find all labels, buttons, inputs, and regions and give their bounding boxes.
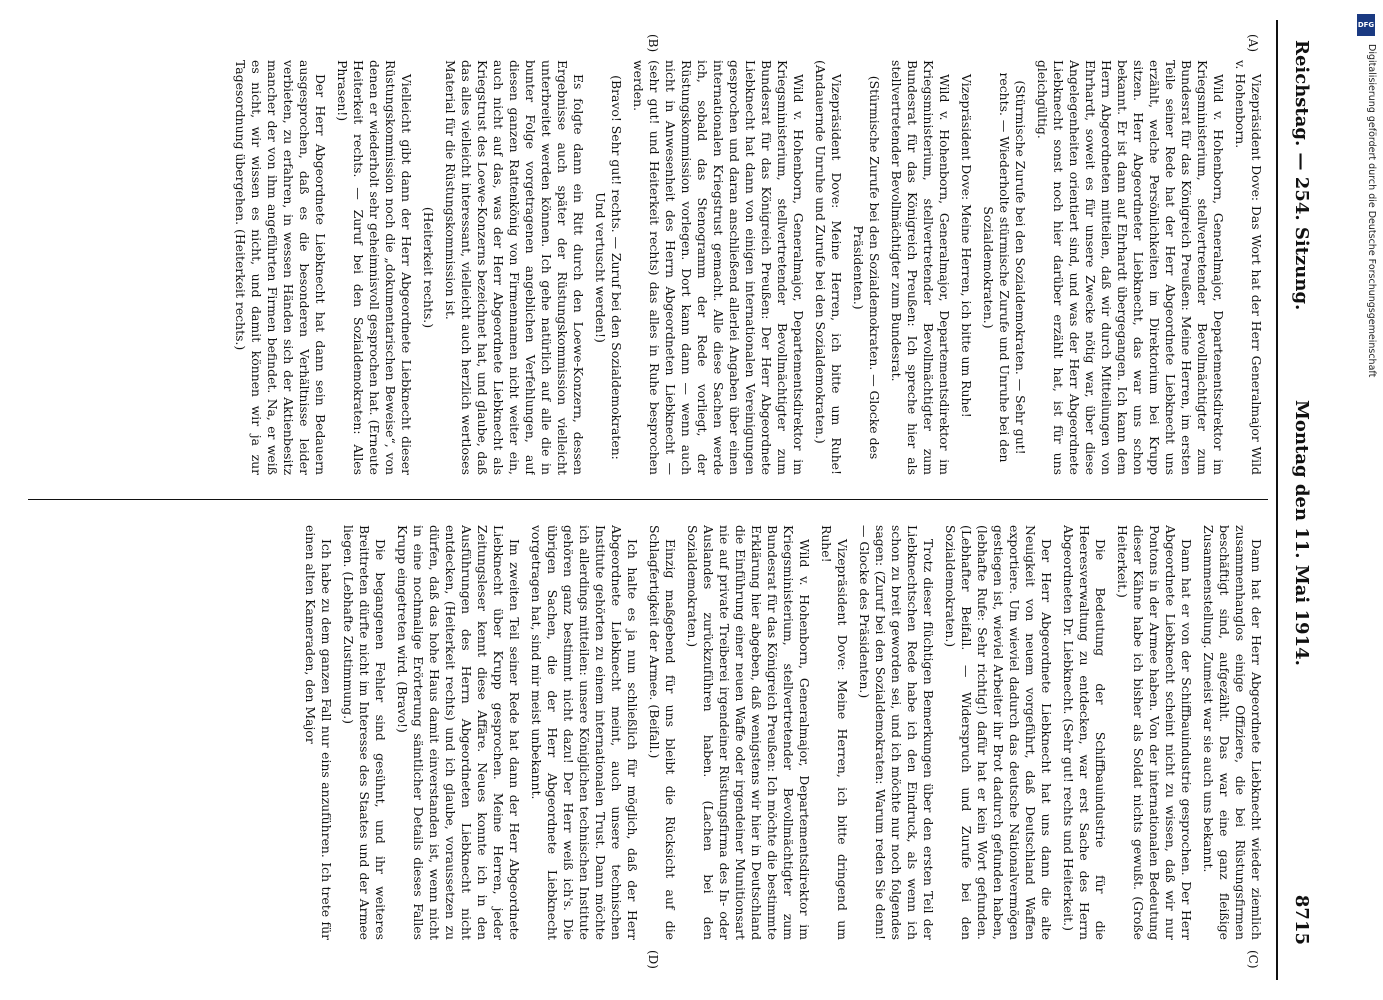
paragraph: Die begangenen Fehler sind gesühnt, und ihr weiteres Breittreten dürfte nicht im Interesse des Staates und der Armee liegen. (Lebhafte Zustimmung.) <box>341 525 388 940</box>
paragraph: Der Herr Abgeordnete Liebknecht hat dann sein Bedauern ausgesprochen, daß es die besonderen Verhältnisse leider verbieten, zu erfahren, in wessen Händen sich der Aktienbesitz mancher der von ihm angeführten Firmen befindet. Na, er weiß es nicht, wir wissen es nicht, und damit können wir ja zur Tagesordnung übergehen. (Heiterkeit rechts.) <box>233 60 328 475</box>
paragraph: Dann hat er von der Schiffbauindustrie gesprochen. Der Herr Abgeordnete Liebknecht scheint nicht zu wissen, daß wir nur Pontons in der Armee haben. Von der internationalen Bedeutung dieser Kähne habe ich bisher als Soldat nichts gewußt. (Große Heiterkeit.) <box>1115 525 1194 940</box>
interjection: (Heiterkeit rechts.) <box>421 206 436 329</box>
interjection: (Stürmische Zurufe bei den Sozialdemokraten. — Glocke des Präsidenten.) <box>851 75 882 460</box>
dfg-logo: DFG <box>1357 14 1375 36</box>
header-rule <box>1276 20 1278 980</box>
paragraph: Der Herr Abgeordnete Liebknecht hat uns dann die alte Neuigkeit von neuem vorgeführt, daß Deutschland Waffen exportiere. Um wieviel dadurch das deutsche Nationalvermögen gestiegen ist, wieviel Arbeiter ihr Brot dadurch gefunden haben, (lebhafte Rufe: Sehr richtig!) dafür hat er kein Wort gefunden. (Lebhafter Beifall. — Widerspruch und Zurufe bei den Sozialdemokraten.) <box>943 525 1054 940</box>
interjection: (Bravo! Sehr gut! rechts. — Zuruf bei den Sozialdemokraten: Und vertuscht werden!) <box>593 75 624 460</box>
paragraph: Ich habe zu dem ganzen Fall nur eins anzuführen. Ich trete für einen alten Kameraden, den Major <box>303 525 334 940</box>
page-number: 8715 <box>1291 894 1312 945</box>
paragraph: Wild v. Hohenborn, Generalmajor, Departementsdirektor im Kriegsministerium, stellvertretender Bevollmächtigter zum Bundesrat für das Königreich Preußen: Der Herr Abgeordnete Liebknecht hat dann von einigen internationalen Vereinigungen gesprochen und daran anschließend allerlei Angaben über einen internationalen Kriegstrust gemacht. Alle diese Sachen werde ich, sobald das Stenogramm der Rede vorliegt, der Rüstungskommission vorlegen. Dort kann dann — wenn auch nicht in Anwesenheit des Herrn Abgeordneten Liebknecht — (sehr gut! und Heiterkeit rechts) das alles in Ruhe besprochen werden. <box>631 60 806 475</box>
paragraph: Wild v. Hohenborn, Generalmajor, Departementsdirektor im Kriegsministerium, stellvertretender Bevollmächtigter zum Bundesrat für das Königreich Preußen: Ich möchte die bestimmte Erklärung hier abgeben, daß wenigstens wir hier in Deutschland die Einführung einer neuen Waffe oder irgendeiner Munitionsart nie auf private Treiberei irgendeiner Rüstungsfirma des In- oder Auslandes zurückzuführen haben. (Lachen bei den Sozialdemokraten.) <box>685 525 812 940</box>
paragraph: Einzig maßgebend für uns bleibt die Rücksicht auf die Schlagfertigkeit der Armee. (Beifall.) <box>647 525 678 940</box>
header-session: Reichstag. — 254. Sitzung. <box>1291 40 1312 311</box>
dfg-credit-text: Digitalisierung gefördert durch die Deutsche Forschungsgemeinschaft <box>1366 44 1377 378</box>
paragraph: Die Bedeutung der Schiffbauindustrie für die Heeresverwaltung zu entdecken, war erst Sache des Herrn Abgeordneten Dr. Liebknecht. (Sehr gut! rechts und Heiterkeit.) <box>1061 525 1108 940</box>
text-column-left <box>34 60 1264 475</box>
newspaper-page <box>20 20 1320 980</box>
column-divider <box>28 499 1268 500</box>
paragraph: Ich halte es ja nun schließlich für möglich, daß der Herr Abgeordnete Liebknecht meint, auch unsere technischen Institute gehörten zu einem internationalen Trust. Dann möchte ich allerdings mitteilen: unsere Königlichen technischen Institute gehören ganz bestimmt nicht dazu! Der Herr weiß ich's. Die übrigen Sachen, die der Herr Abgeordnete Liebknecht vorgetragen hat, sind mir meist unbekannt. <box>529 525 640 940</box>
paragraph: Vielleicht gibt dann der Herr Abgeordnete Liebknecht dieser Rüstungskommission noch die „dokumentarischen Beweise“, von denen er wiederholt sehr geheimnisvoll gesprochen hat. (Erneute Heiterkeit rechts. — Zuruf bei den Sozialdemokraten: Alles Phrasen!) <box>335 60 414 475</box>
paragraph: Dann hat der Herr Abgeordnete Liebknecht wieder ziemlich zusammenhanglos einige Offiziere, die bei Rüstungsfirmen beschäftigt sind, aufgezählt. Das war eine ganz fleißige Zusammenstellung. Zumeist war sie auch uns bekannt. <box>1201 525 1264 940</box>
margin-marker-c: (C) <box>1246 950 1260 969</box>
margin-marker-a: (A) <box>1246 34 1260 53</box>
rotated-page <box>20 20 1320 980</box>
margin-marker-d: (D) <box>646 950 660 969</box>
paragraph: Es folgte dann ein Ritt durch den Loewe-Konzern, dessen Ergebnisse auch später der Rüstungskommission vielleicht unterbreitet werden können. Ich gehe natürlich auf alle die in bunter Folge vorgetragenen angeblichen Verfehlungen, auf diesen ganzen Rattenkönig von Firmennamen nicht weiter ein, auch nicht auf das, was der Herr Abgeordnete Liebknecht als Kriegstrust des Loewe-Konzerns bezeichnet hat, und glaube, daß das alles vielleicht interessant, vielleicht auch herzlich wertloses Material für die Rüstungskommission ist. <box>443 60 586 475</box>
dfg-credit <box>1353 10 1379 990</box>
paragraph: Vizepräsident Dove: Meine Herren, ich bitte um Ruhe! <box>959 74 974 418</box>
paragraph: Vizepräsident Dove: Das Wort hat der Herr Generalmajor Wild v. Hohenborn. <box>1233 60 1264 475</box>
paragraph: Wild v. Hohenborn, Generalmajor, Departementsdirektor im Kriegsministerium, stellvertretender Bevollmächtigter zum Bundesrat für das Königreich Preußen: Meine Herren, im ersten Teile seiner Rede hat der Herr Abgeordnete Liebknecht uns erzählt, welche Persönlichkeiten im Direktorium bei Krupp sitzen. Herr Abgeordneter Liebknecht, das war uns schon bekannt. Er ist dann auf Ehrhardt übergegangen. Ich kann dem Herrn Abgeordneten mitteilen, daß wir durch Mitteilungen von Ehrhardt, soweit es für unsere Zwecke nötig war, über diese Angelegenheiten orientiert sind, und was der Herr Abgeordnete Liebknecht sonst noch hier darüber erzählt hat, ist für uns gleichgültig. <box>1035 60 1226 475</box>
paragraph: Wild v. Hohenborn, Generalmajor, Departementsdirektor im Kriegsministerium, stellvertretender Bevollmächtigter zum Bundesrat für das Königreich Preußen: Ich spreche hier als stellvertretender Bevollmächtigter zum Bundesrat. <box>889 60 952 475</box>
paragraph: Vizepräsident Dove: Meine Herren, ich bitte dringend um Ruhe! <box>819 525 850 940</box>
text-column-right <box>34 525 1264 940</box>
paragraph: Vizepräsident Dove: Meine Herren, ich bitte um Ruhe! (Andauernde Unruhe und Zurufe bei den Sozialdemokraten.) <box>813 60 844 475</box>
margin-marker-b: (B) <box>646 34 660 53</box>
paragraph: Im zweiten Teil seiner Rede hat dann der Herr Abgeordnete Liebknecht über Krupp gesprochen. Meine Herren, jeder Zeitungsleser kennt diese Affäre. Neues konnte ich in den Ausführungen des Herrn Abgeordneten Liebknecht nicht entdecken, (Heiterkeit rechts) und ich glaube, voraussetzen zu dürfen, daß das hohe Haus damit einverstanden ist, wenn nicht in eine nochmalige Erörterung sämtlicher Details dieses Falles Krupp eingetreten wird. (Bravo!) <box>395 525 522 940</box>
interjection: (Stürmische Zurufe bei den Sozialdemokraten. — Sehr gut! rechts. — Wiederholte stürmische Zurufe und Unruhe bei den Sozialdemokraten.) <box>981 72 1028 463</box>
paragraph: Trotz dieser flüchtigen Bemerkungen über den ersten Teil der Liebknechtschen Rede habe ich den Eindruck, als wenn ich schon zu breit geworden sei, und ich möchte nur noch folgendes sagen: (Zuruf bei den Sozialdemokraten: Warum reden Sie denn! — Glocke des Präsidenten.) <box>857 525 936 940</box>
header-date: Montag den 11. Mai 1914. <box>1291 400 1312 666</box>
